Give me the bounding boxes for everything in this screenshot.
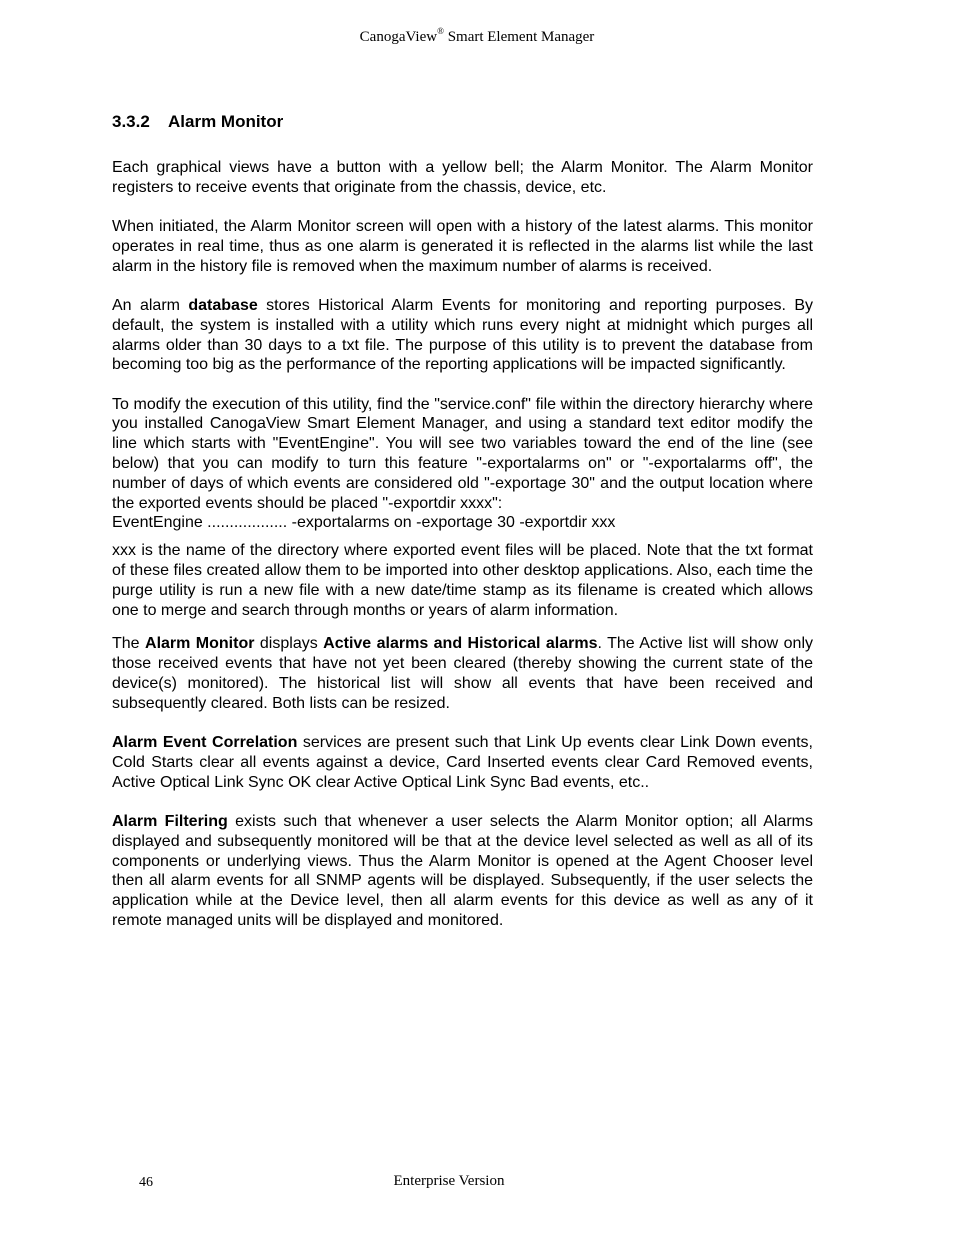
config-line: EventEngine .................. -exportalarms on -exportage 30 -exportdir xxx: [112, 514, 616, 532]
paragraph-display-lists: [112, 634, 813, 713]
paragraph-filtering: [112, 812, 813, 931]
paragraph-export-dir: xxx is the name of the directory where exported event files will be placed. Note that the txt format of these files created allow them to be imported into other desktop applications. Also, each time the purge utility is run a new file with a new date/time stamp as its filename is created which allows one to merge and search through months or years of alarm information.: [112, 542, 813, 619]
bold-term-alarm-monitor: Alarm Monitor: [145, 635, 255, 653]
paragraph-database: [112, 296, 813, 375]
edition-label: Enterprise Version: [393, 1173, 505, 1189]
bold-term-database: database: [188, 296, 258, 314]
paragraph-correlation: [112, 733, 813, 792]
text-run: The: [112, 635, 146, 653]
section-heading: [112, 110, 813, 134]
section-number: 3.3.2: [112, 112, 150, 131]
header-product: CanogaView: [359, 29, 438, 45]
page-header: [0, 27, 954, 47]
text-run: displays: [254, 635, 324, 653]
paragraph-intro: Each graphical views have a button with a yellow bell; the Alarm Monitor. The Alarm Monitor registers to receive events that originate from the chassis, device, etc.: [112, 159, 813, 196]
text-run: exists such that whenever a user selects the Alarm Monitor option; all Alarms displayed and subsequently monitored will be that at the device level selected as well as all of its components or underlying views. Thus the Alarm Monitor is opened at the Agent Chooser level then all alarm events for all SNMP agents will be displayed. Subsequently, if the user selects the application while at the Device level, then all alarm events for this device as well as any of it remote managed units will be displayed and monitored.: [112, 813, 814, 929]
bold-term-alarm-lists: Active alarms and Historical alarms: [323, 635, 598, 653]
bold-term-correlation: Alarm Event Correlation: [112, 734, 298, 752]
text-run: An alarm: [112, 296, 189, 314]
document-body: [112, 110, 813, 931]
text-run: . The Active list will show only those received events that have not yet been cleared (thereby showing the current state of the device(s) monitored). The historical list will show all events that have been received and subsequently cleared. Both lists can be resized.: [112, 635, 814, 712]
page-number: 46: [139, 1175, 153, 1190]
text-run: services are present such that Link Up events clear Link Down events, Cold Starts clear all events against a device, Card Inserted events clear Card Removed events, Active Optical Link Sync OK clear Active Optical Link Sync Bad events, etc..: [112, 734, 814, 791]
section-title: Alarm Monitor: [168, 112, 284, 131]
text-run: stores Historical Alarm Events for monitoring and reporting purposes. By default, the system is installed with a utility which runs every night at midnight which purges all alarms older than 30 days to a txt file. The purpose of this utility is to prevent the database from becoming too big as the performance of the reporting applications will be impacted significantly.: [112, 296, 814, 374]
header-product-rest: Smart Element Manager: [443, 29, 595, 45]
bold-term-filtering: Alarm Filtering: [112, 813, 228, 831]
paragraph-initiation: When initiated, the Alarm Monitor screen will open with a history of the latest alarms. This monitor operates in real time, thus as one alarm is generated it is reflected in the alarms list while the last alarm in the history file is removed when the maximum number of alarms is received.: [112, 218, 813, 275]
paragraph-modify-utility: To modify the execution of this utility, find the "service.conf" file within the directory hierarchy where you installed CanogaView Smart Element Manager, and using a standard text editor modify the line which starts with "EventEngine". You will see two variables toward the end of the line (see below) that you can modify to turn this feature "-exportalarms on" or "-exportalarms off", the number of days of which events are considered old "-exportage 30" and the output location where the exported events should be placed "-exportdir xxxx":: [112, 395, 813, 512]
registered-mark: ®: [437, 26, 444, 36]
